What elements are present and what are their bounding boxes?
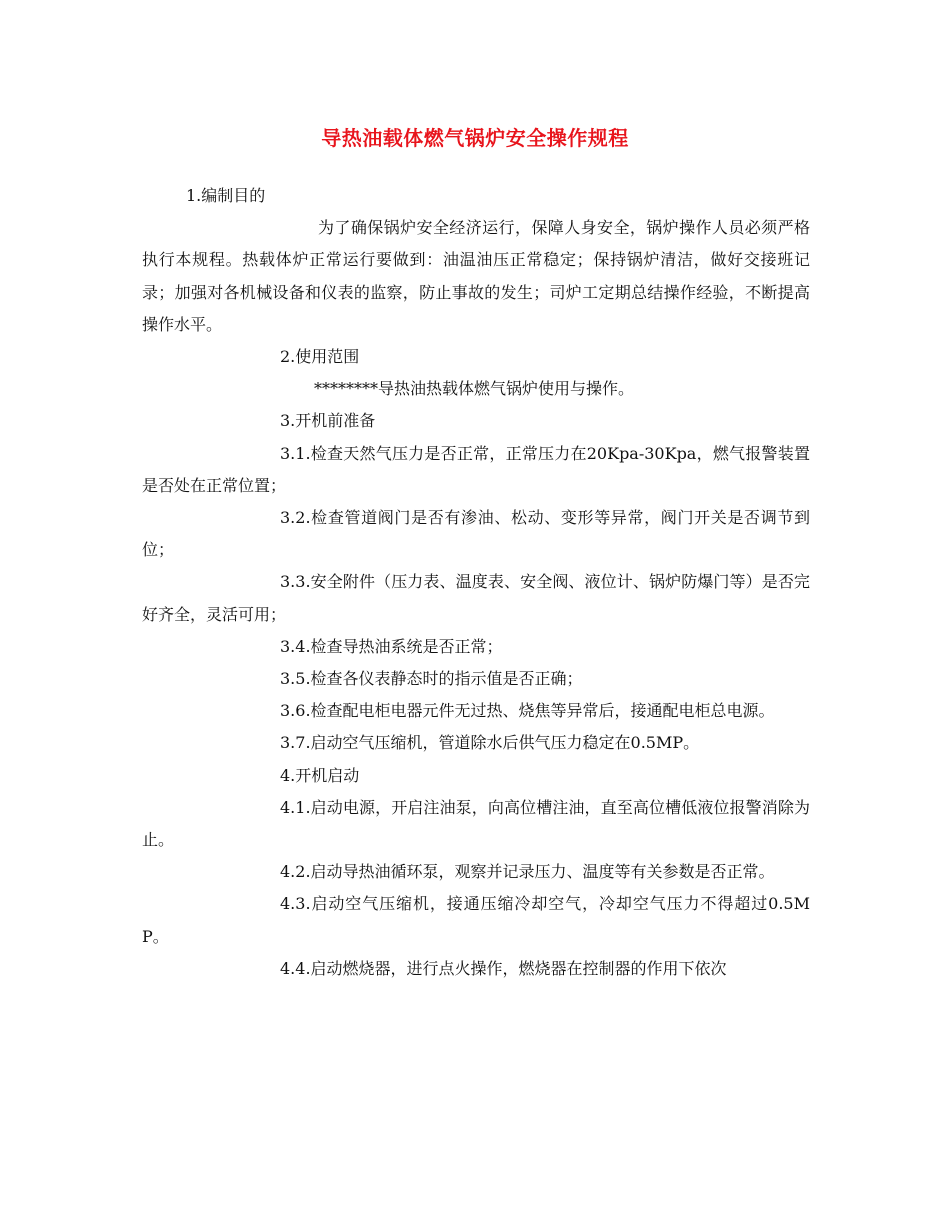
- paragraph-purpose: 为了确保锅炉安全经济运行，保障人身安全，锅炉操作人员必须严格执行本规程。热载体炉正常运行要做到：油温油压正常稳定；保持锅炉清洁，做好交接班记录；加强对各机械设备和仪表的监察，防止事故的发生；司炉工定期总结操作经验，不断提高操作水平。: [142, 218, 810, 334]
- paragraph-3-7: 3.7.启动空气压缩机，管道除水后供气压力稳定在0.5MP。: [280, 733, 700, 753]
- document-title: 导热油载体燃气锅炉安全操作规程: [321, 126, 629, 150]
- paragraph-4-2: 4.2.启动导热油循环泵，观察并记录压力、温度等有关参数是否正常。: [280, 862, 775, 882]
- section-heading-4: 4.开机启动: [280, 765, 360, 785]
- section-heading-1: 1.编制目的: [186, 186, 266, 205]
- paragraph-scope: ********导热油热载体燃气锅炉使用与操作。: [314, 379, 635, 399]
- paragraph-4-3: 4.3.启动空气压缩机，接通压缩冷却空气，冷却空气压力不得超过0.5MP。: [142, 894, 810, 946]
- paragraph-3-4: 3.4.检查导热油系统是否正常；: [280, 636, 503, 656]
- section-heading-3: 3.开机前准备: [280, 411, 376, 431]
- paragraph-3-2: 3.2.检查管道阀门是否有渗油、松动、变形等异常，阀门开关是否调节到位；: [142, 508, 810, 560]
- paragraph-3-1: 3.1.检查天然气压力是否正常，正常压力在20Kpa-30Kpa，燃气报警装置是否处在正常位置；: [142, 443, 810, 495]
- paragraph-4-1: 4.1.启动电源，开启注油泵，向高位槽注油，直至高位槽低液位报警消除为止。: [142, 797, 810, 850]
- paragraph-3-3: 3.3.安全附件（压力表、温度表、安全阀、液位计、锅炉防爆门等）是否完好齐全，灵活可用；: [142, 572, 810, 624]
- document-body: [142, 180, 810, 985]
- paragraph-3-6: 3.6.检查配电柜电器元件无过热、烧焦等异常后，接通配电柜总电源。: [280, 701, 775, 721]
- paragraph-4-4: 4.4.启动燃烧器，进行点火操作，燃烧器在控制器的作用下依次: [280, 958, 727, 978]
- paragraph-3-5: 3.5.检查各仪表静态时的指示值是否正确；: [280, 669, 583, 689]
- section-heading-2: 2.使用范围: [280, 347, 360, 367]
